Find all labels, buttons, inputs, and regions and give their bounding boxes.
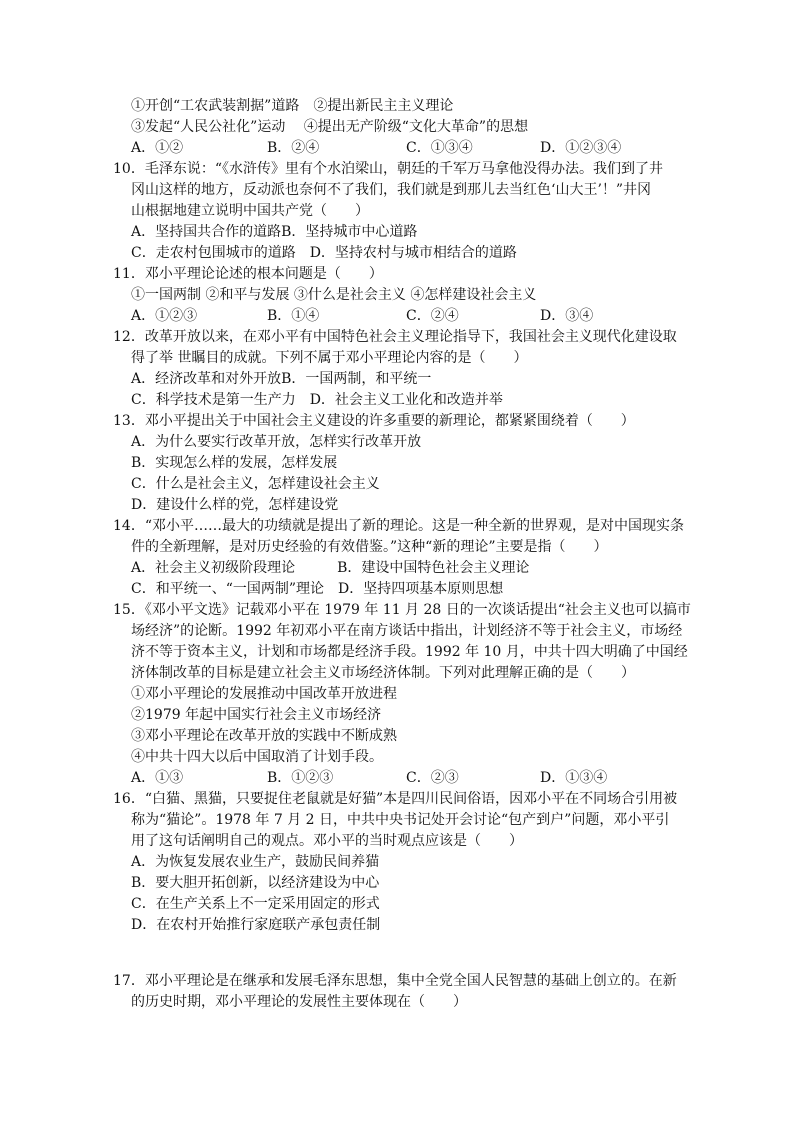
q14-options-cd: C．和平统一、“一国两制”理论 D．坚持四项基本原则思想 — [131, 581, 504, 597]
q15-statement-4: ④中共十四大以后中国取消了计划手段。 — [131, 749, 383, 765]
q15-stem-line-1: 15．《邓小平文选》记载邓小平在 1979 年 11 月 28 日的一次谈话提出“社会主义也可以搞市 — [113, 602, 691, 618]
q12-options-cd: C．科学技术是第一生产力 D．社会主义工业化和改造并举 — [131, 392, 503, 408]
q17-stem-line-2: 的历史时期，邓小平理论的发展性主要体现在（ ） — [131, 994, 467, 1010]
q12-options-ab: A．经济改革和对外开放B．一国两制，和平统一 — [131, 371, 432, 387]
q15-option-d: D．①③④ — [540, 770, 608, 786]
q13-stem: 13．邓小平提出关于中国社会主义建设的许多重要的新理论，都紧紧围绕着（ ） — [113, 413, 635, 429]
q14-stem-line-2: 件的全新理解，是对历史经验的有效借鉴。”这种“新的理论”主要是指（ ） — [131, 539, 608, 555]
q16-stem-line-1: 16．“白猫、黑猫，只要捉住老鼠就是好猫”本是四川民间俗语，因邓小平在不同场合引用被 — [113, 791, 678, 807]
q11-statements: ①一国两制 ②和平与发展 ③什么是社会主义 ④怎样建设社会主义 — [131, 287, 537, 303]
q9-option-c: C．①③④ — [406, 140, 473, 156]
q15-option-b: B．①②③ — [267, 770, 334, 786]
q10-stem-line-2: 冈山这样的地方，反动派也奈何不了我们，我们就是到那儿去当红色‘山大王’！”井冈 — [131, 182, 652, 198]
q10-options-ab: A．坚持国共合作的道路B．坚持城市中心道路 — [131, 224, 418, 240]
q15-option-a: A．①③ — [131, 770, 184, 786]
q15-option-c: C．②③ — [406, 770, 459, 786]
q9-option-d: D．①②③④ — [540, 140, 622, 156]
q9-statement-line-2: ③发起“人民公社化”运动 ④提出无产阶级“文化大革命”的思想 — [131, 119, 529, 135]
q11-option-a: A．①②③ — [131, 308, 198, 324]
q9-option-a: A．①② — [131, 140, 184, 156]
q13-option-c: C．什么是社会主义，怎样建设社会主义 — [131, 476, 380, 492]
q13-option-d: D．建设什么样的党，怎样建设党 — [131, 497, 339, 513]
q16-option-d: D．在农村开始推行家庭联产承包责任制 — [131, 917, 381, 933]
q11-option-b: B．①④ — [267, 308, 320, 324]
q16-stem-line-3: 用了这句话阐明自己的观点。邓小平的当时观点应该是（ ） — [131, 833, 523, 849]
q14-stem-line-1: 14．“邓小平……最大的功绩就是提出了新的理论。这是一种全新的世界观，是对中国现实条 — [113, 518, 684, 534]
q14-options-ab: A．社会主义初级阶段理论 B．建设中国特色社会主义理论 — [131, 560, 530, 576]
q16-option-c: C．在生产关系上不一定采用固定的形式 — [131, 896, 380, 912]
q15-statement-2: ②1979 年起中国实行社会主义市场经济 — [131, 707, 382, 723]
q11-option-d: D．③④ — [540, 308, 594, 324]
q10-stem-line-3: 山根据地建立说明中国共产党（ ） — [131, 203, 369, 219]
q11-option-c: C．②④ — [406, 308, 459, 324]
q12-stem-line-2: 得了举 世瞩目的成就。下列不属于邓小平理论内容的是（ ） — [131, 350, 528, 366]
q9-option-b: B．②④ — [267, 140, 320, 156]
q10-stem-line-1: 10．毛泽东说：“《水浒传》里有个水泊梁山，朝廷的千军万马拿他没得办法。我们到了井 — [113, 161, 663, 177]
q13-option-b: B．实现怎么样的发展，怎样发展 — [131, 455, 338, 471]
q16-option-b: B．要大胆开拓创新，以经济建设为中心 — [131, 875, 380, 891]
q10-options-cd: C．走农村包围城市的道路 D．坚持农村与城市相结合的道路 — [131, 245, 517, 261]
q11-stem: 11．邓小平理论论述的根本问题是（ ） — [113, 266, 383, 282]
q15-statement-1: ①邓小平理论的发展推动中国改革开放进程 — [131, 686, 397, 702]
q16-stem-line-2: 称为“猫论”。1978 年 7 月 2 日，中共中央书记处开会讨论“包产到户”问题，邓小平引 — [131, 812, 670, 828]
q15-stem-line-2: 场经济”的论断。1992 年初邓小平在南方谈话中指出，计划经济不等于社会主义，市场经 — [131, 623, 683, 639]
q9-statement-line-1: ①开创“工农武装割据”道路 ②提出新民主主义理论 — [131, 98, 454, 114]
q12-stem-line-1: 12．改革开放以来，在邓小平有中国特色社会主义理论指导下，我国社会主义现代化建设取 — [113, 329, 677, 345]
q13-option-a: A．为什么要实行改革开放，怎样实行改革开放 — [131, 434, 422, 450]
q15-statement-3: ③邓小平理论在改革开放的实践中不断成熟 — [131, 728, 397, 744]
q15-stem-line-4: 济体制改革的目标是建立社会主义市场经济体制。下列对此理解正确的是（ ） — [131, 665, 635, 681]
q15-stem-line-3: 济不等于资本主义，计划和市场都是经济手段。1992 年 10 月，中共十四大明确了中国经 — [131, 644, 688, 660]
q17-stem-line-1: 17．邓小平理论是在继承和发展毛泽东思想，集中全党全国人民智慧的基础上创立的。在新 — [113, 973, 677, 989]
q16-option-a: A．为恢复发展农业生产，鼓励民间养猫 — [131, 854, 380, 870]
